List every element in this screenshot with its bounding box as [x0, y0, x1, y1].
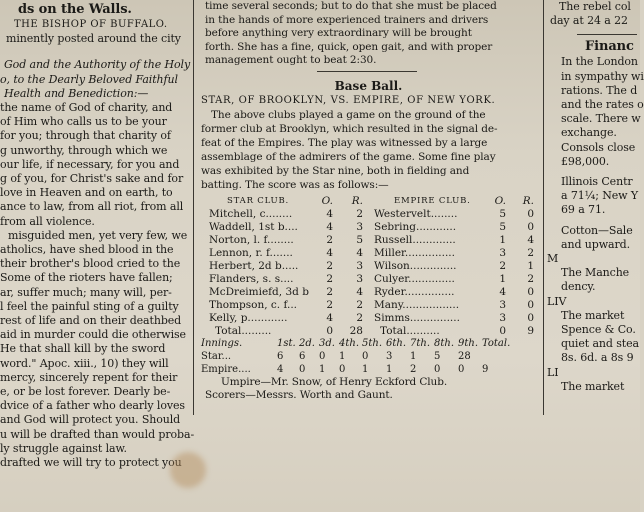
innings-cell: Total.: [482, 337, 511, 349]
right-text-line: The market: [561, 308, 625, 322]
star-player-runs: 2: [356, 311, 363, 324]
empire-player-name: Culyer..............: [374, 272, 455, 285]
box-score-row: [201, 273, 537, 286]
star-total-label: Total.........: [215, 324, 272, 337]
innings-cell: 28: [458, 350, 471, 362]
box-score-row: [201, 234, 537, 247]
empire-player-outs: 4: [499, 285, 506, 298]
left-column: [0, 0, 195, 470]
star-player-outs: 2: [326, 272, 333, 285]
right-text-line: Illinois Centr: [561, 175, 633, 189]
innings-cell: 0: [299, 363, 306, 375]
left-headline: ds on the Walls.: [18, 2, 132, 17]
innings-cell: 0: [319, 350, 326, 362]
umpire-line: Umpire—Mr. Snow, of Henry Eckford Club.: [221, 376, 448, 389]
box-score-row: [201, 221, 537, 234]
right-text-line: Consols close: [561, 140, 636, 154]
mid-text-line: The above clubs played a game on the ground of the: [211, 108, 486, 121]
innings-cell: 1: [410, 350, 417, 362]
empire-player-runs: 0: [527, 220, 534, 233]
paper-stain: [170, 452, 206, 488]
empire-player-runs: 0: [527, 298, 534, 311]
star-player-name: Flanders, s. s....: [209, 272, 294, 285]
empire-player-name: Many.................: [374, 298, 460, 311]
right-text-line: quiet and stea: [561, 337, 639, 351]
star-player-runs: 2: [356, 207, 363, 220]
left-text-line: from all violence.: [0, 214, 95, 228]
innings-cell: 0: [339, 363, 346, 375]
innings-header: [201, 338, 540, 351]
box-score-row: [201, 260, 537, 273]
left-text-line: for you; through that charity of: [0, 129, 171, 143]
right-text-line: scale. There w: [561, 112, 641, 126]
innings-cell: 4: [277, 363, 284, 375]
star-player-outs: 2: [326, 298, 333, 311]
empire-player-runs: 2: [527, 246, 534, 259]
right-text-line: Cotton—Sale: [561, 223, 633, 237]
innings-star-row: [201, 351, 540, 364]
left-italic-line: God and the Authority of the Holy: [4, 58, 191, 72]
star-player-outs: 4: [326, 246, 333, 259]
section-divider: [317, 71, 417, 72]
star-player-runs: 5: [356, 233, 363, 246]
empire-player-runs: 2: [527, 272, 534, 285]
middle-column: [197, 0, 540, 418]
innings-cell: 7th.: [410, 337, 430, 349]
left-text-line: ar, suffer much; many will, per-: [0, 285, 172, 299]
right-text-line: LIV: [547, 294, 567, 308]
outs-header: O.: [321, 194, 333, 207]
mid-text-line: forth. She has a fine, quick, open gait, and with proper: [205, 40, 493, 53]
right-text-line: a 71¼; New Y: [561, 189, 639, 203]
right-text-line: rations. The d: [561, 83, 638, 97]
right-body: [547, 55, 644, 394]
star-player-runs: 2: [356, 298, 363, 311]
mid-text-line: batting. The score was as follows:—: [201, 178, 389, 191]
right-text-line: The market: [561, 379, 625, 393]
left-text-line: atholics, have shed blood in the: [0, 243, 174, 257]
left-text-line: He that shall kill by the sword: [0, 342, 166, 356]
left-subhead: THE BISHOP OF BUFFALO.: [14, 19, 168, 30]
innings-cell: 1: [362, 363, 369, 375]
mid-text-line: feat of the Empires. The play was witnessed by a large: [201, 136, 488, 149]
left-text-line: g of you, for Christ's sake and for: [0, 172, 184, 186]
box-score-row: [201, 208, 537, 221]
right-text-line: day at 24 a 22: [550, 14, 628, 28]
right-text-line: in sympathy wi: [561, 69, 644, 83]
star-player-name: Mitchell, c........: [209, 207, 293, 220]
star-player-runs: 4: [356, 285, 363, 298]
star-player-outs: 2: [326, 259, 333, 272]
box-score-table: [201, 195, 537, 338]
innings-cell: 9th.: [458, 337, 478, 349]
left-text-line: misguided men, yet very few, we: [8, 228, 188, 242]
innings-cell: 6: [277, 350, 284, 362]
innings-cell: 6: [299, 350, 306, 362]
innings-cell: 0: [458, 363, 465, 375]
base-ball-headline: Base Ball.: [334, 78, 403, 93]
innings-cell: 6th.: [386, 337, 406, 349]
runs-header: R.: [522, 194, 534, 207]
empire-player-outs: 3: [499, 298, 506, 311]
right-text-line: In the London: [561, 55, 638, 69]
left-text-line: e, or be lost forever. Dearly be-: [0, 385, 171, 399]
empire-player-runs: 0: [527, 285, 534, 298]
right-text-line: dency.: [561, 280, 596, 294]
mid-text-line: in the hands of more experienced trainers and drivers: [205, 13, 489, 26]
outs-header: O.: [494, 194, 506, 207]
box-score-header-row: [201, 195, 537, 208]
innings-cell: 9: [482, 363, 489, 375]
innings-cell: 3d.: [319, 337, 335, 349]
empire-player-name: Westervelt........: [374, 207, 458, 220]
star-player-name: Kelly, p............: [209, 311, 288, 324]
mid-text-line: management ought to beat 2:30.: [205, 54, 377, 67]
empire-club-header: EMPIRE CLUB.: [394, 195, 471, 206]
innings-cell: 8th.: [434, 337, 454, 349]
box-score-row: [201, 299, 537, 312]
star-player-name: Norton, l. f........: [209, 233, 294, 246]
empire-total-runs: 9: [527, 324, 534, 337]
empire-total-label: Total..........: [380, 324, 440, 337]
scorers-line: Scorers—Messrs. Worth and Gaunt.: [205, 389, 393, 402]
innings-cell: 1: [386, 363, 393, 375]
left-text-line: and God will protect you. Should: [0, 413, 181, 427]
innings-cell: Empire....: [201, 363, 251, 375]
innings-cell: 2: [410, 363, 417, 375]
box-score-row: [201, 286, 537, 299]
left-italic-line: Health and Benediction:—: [4, 86, 149, 100]
innings-cell: 3: [386, 350, 393, 362]
column-rule-left: [193, 0, 194, 415]
left-text-line: our life, if necessary, for you and: [0, 157, 180, 171]
right-text-line: and the rates o: [561, 98, 644, 112]
innings-empire-row: [201, 364, 540, 377]
section-divider: [577, 34, 637, 35]
left-text-line: of Him who calls us to be your: [0, 115, 167, 129]
empire-player-runs: 0: [527, 311, 534, 324]
empire-total-outs: 0: [499, 324, 506, 337]
empire-player-outs: 3: [499, 246, 506, 259]
right-text-line: 8s. 6d. a 8s 9: [561, 351, 634, 365]
right-text-line: The Manche: [561, 266, 630, 280]
left-text-line: ance to law, from all riot, from all: [0, 200, 184, 214]
star-total-runs: 28: [349, 324, 363, 337]
star-club-header: STAR CLUB.: [227, 195, 290, 206]
star-player-outs: 2: [326, 285, 333, 298]
innings-cell: 0: [434, 363, 441, 375]
mid-text-line: former club at Brooklyn, which resulted in the signal de-: [201, 122, 498, 135]
left-text-line: love in Heaven and on earth, to: [0, 186, 173, 200]
right-column: [547, 0, 644, 412]
star-player-outs: 4: [326, 207, 333, 220]
left-text-line: aid in murder could die otherwise: [0, 328, 186, 342]
empire-player-name: Wilson..............: [374, 259, 457, 272]
left-italic-line: o, to the Dearly Beloved Faithful: [0, 72, 178, 86]
financial-headline: Financ: [585, 39, 634, 55]
left-text-line: dvice of a father who dearly loves: [0, 399, 185, 413]
star-player-name: Thompson, c. f...: [209, 298, 297, 311]
innings-cell: Innings.: [201, 337, 243, 349]
empire-player-outs: 2: [499, 259, 506, 272]
innings-cell: 1: [319, 363, 326, 375]
innings-cell: 1st.: [277, 337, 296, 349]
star-player-runs: 3: [356, 259, 363, 272]
left-text-line: l feel the painful sting of a guilty: [0, 299, 179, 313]
empire-player-outs: 5: [499, 207, 506, 220]
empire-player-outs: 1: [499, 233, 506, 246]
empire-player-runs: 1: [527, 259, 534, 272]
left-text-line: ly struggle against law.: [0, 441, 127, 455]
innings-cell: 0: [362, 350, 369, 362]
box-score-row: [201, 247, 537, 260]
star-player-name: Herbert, 2d b.....: [209, 259, 299, 272]
left-text-line: mercy, sincerely repent for their: [0, 370, 178, 384]
totals-row: [201, 325, 537, 338]
star-player-name: McDreimiefd, 3d b: [209, 285, 309, 298]
star-player-outs: 4: [326, 311, 333, 324]
right-text-line: M: [547, 252, 559, 266]
empire-player-runs: 4: [527, 233, 534, 246]
empire-player-name: Miller...............: [374, 246, 455, 259]
star-player-name: Waddell, 1st b....: [209, 220, 298, 233]
column-rule-right: [543, 0, 544, 415]
left-text-line: the name of God of charity, and: [0, 101, 173, 115]
empire-player-runs: 0: [527, 207, 534, 220]
right-text-line: 69 a 71.: [561, 203, 606, 217]
right-text-line: £98,000.: [561, 154, 610, 168]
star-player-runs: 3: [356, 220, 363, 233]
left-text-line: their brother's blood cried to the: [0, 257, 181, 271]
innings-cell: 4th.: [339, 337, 359, 349]
right-text-line: Spence & Co.: [561, 323, 636, 337]
right-text-line: The rebel col: [559, 0, 631, 13]
innings-cell: 5: [434, 350, 441, 362]
empire-player-outs: 5: [499, 220, 506, 233]
star-total-outs: 0: [326, 324, 333, 337]
mid-text-line: before anything very extraordinary will be brought: [205, 27, 472, 40]
mid-text-line: time several seconds; but to do that she must be placed: [205, 0, 497, 12]
innings-cell: 1: [339, 350, 346, 362]
base-ball-subhead: STAR, OF BROOKLYN, VS. EMPIRE, OF NEW YORK.: [201, 94, 496, 106]
left-text-line: rest of life and on their deathbed: [0, 314, 182, 328]
right-text-line: LI: [547, 365, 559, 379]
star-player-runs: 3: [356, 272, 363, 285]
empire-player-outs: 3: [499, 311, 506, 324]
star-player-outs: 4: [326, 220, 333, 233]
empire-player-outs: 1: [499, 272, 506, 285]
star-player-runs: 4: [356, 246, 363, 259]
innings-cell: 2d.: [299, 337, 315, 349]
mid-text-line: was exhibited by the Star nine, both in fielding and: [201, 164, 470, 177]
left-text-line: u will be drafted than would proba-: [0, 427, 195, 441]
empire-player-name: Sebring............: [374, 220, 457, 233]
mid-text-line: assemblage of the admirers of the game. Some fine play: [201, 150, 496, 163]
box-score-row: [201, 312, 537, 325]
left-text-line: g unworthy, through which we: [0, 143, 168, 157]
empire-player-name: Ryder...............: [374, 285, 455, 298]
left-text-line: drafted we will try to protect you: [0, 456, 182, 470]
left-text-line: word." Apoc. xiii., 10) they will: [0, 356, 169, 370]
runs-header: R.: [351, 194, 363, 207]
innings-cell: Star...: [201, 350, 232, 362]
star-player-outs: 2: [326, 233, 333, 246]
left-text-line: Some of the rioters have fallen;: [0, 271, 173, 285]
star-player-name: Lennon, r. f.......: [209, 246, 293, 259]
innings-cell: 5th.: [362, 337, 382, 349]
empire-player-name: Simms...............: [374, 311, 460, 324]
empire-player-name: Russell.............: [374, 233, 456, 246]
left-text-line: minently posted around the city: [6, 32, 181, 46]
right-text-line: and upward.: [561, 237, 630, 251]
right-text-line: exchange.: [561, 126, 617, 140]
